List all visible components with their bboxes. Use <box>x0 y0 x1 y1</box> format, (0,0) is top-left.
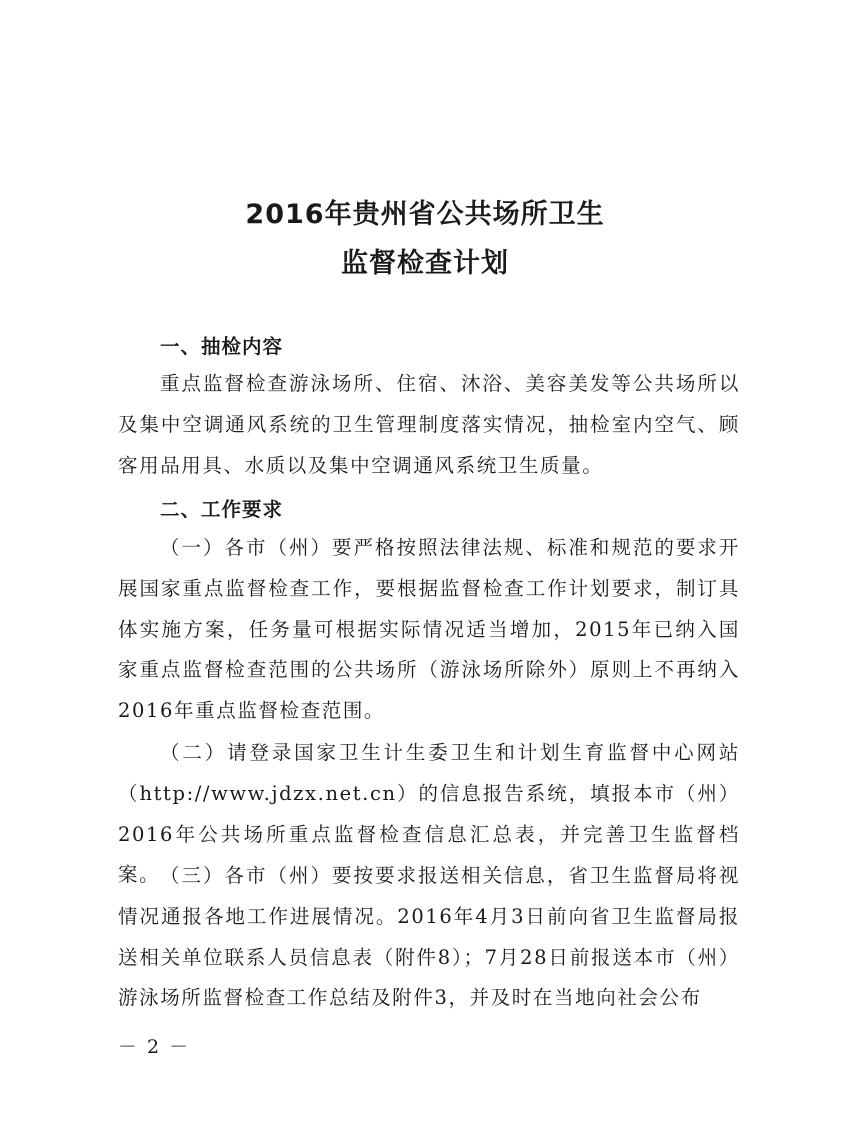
requirement-item-3: （三）各市（州）要按要求报送相关信息，省卫生监督局将视情况通报各地工作进展情况。2016年4月3日前向省卫生监督局报送相关单位联系人员信息表（附件8）；7月28日前报送本市（州）游泳场所监督检查工作总结及附件3，并及时在当地向社会公布 <box>118 864 740 1010</box>
document-title-line1: 2016年贵州省公共场所卫生 <box>245 199 605 230</box>
section1-heading: 一、抽检内容 <box>160 335 284 358</box>
section1-paragraph: 重点监督检查游泳场所、住宿、沐浴、美容美发等公共场所以及集中空调通风系统的卫生管理制度落实情况，抽检室内空气、顾客用品用具、水质以及集中空调通风系统卫生质量。 <box>118 372 740 477</box>
requirement-item-1: （一）各市（州）要严格按照法律法规、标准和规范的要求开展国家重点监督检查工作，要根据监督检查工作计划要求，制订具体实施方案，任务量可根据实际情况适当增加，2015年已纳入国家重点监督检查范围的公共场所（游泳场所除外）原则上不再纳入2016年重点监督检查范围。 <box>118 536 740 723</box>
requirement-item-2: （二）请登录国家卫生计生委卫生和计划生育监督中心网站（http://www.jdzx.net.cn）的信息报告系统，填报本市（州）2016年公共场所重点监督检查信息汇总表，并完善卫生监督档案。 <box>118 741 740 887</box>
document-title-line2: 监督检查计划 <box>341 248 509 279</box>
section2-heading: 二、工作要求 <box>160 498 284 521</box>
page-number: － 2 － <box>118 1036 191 1058</box>
